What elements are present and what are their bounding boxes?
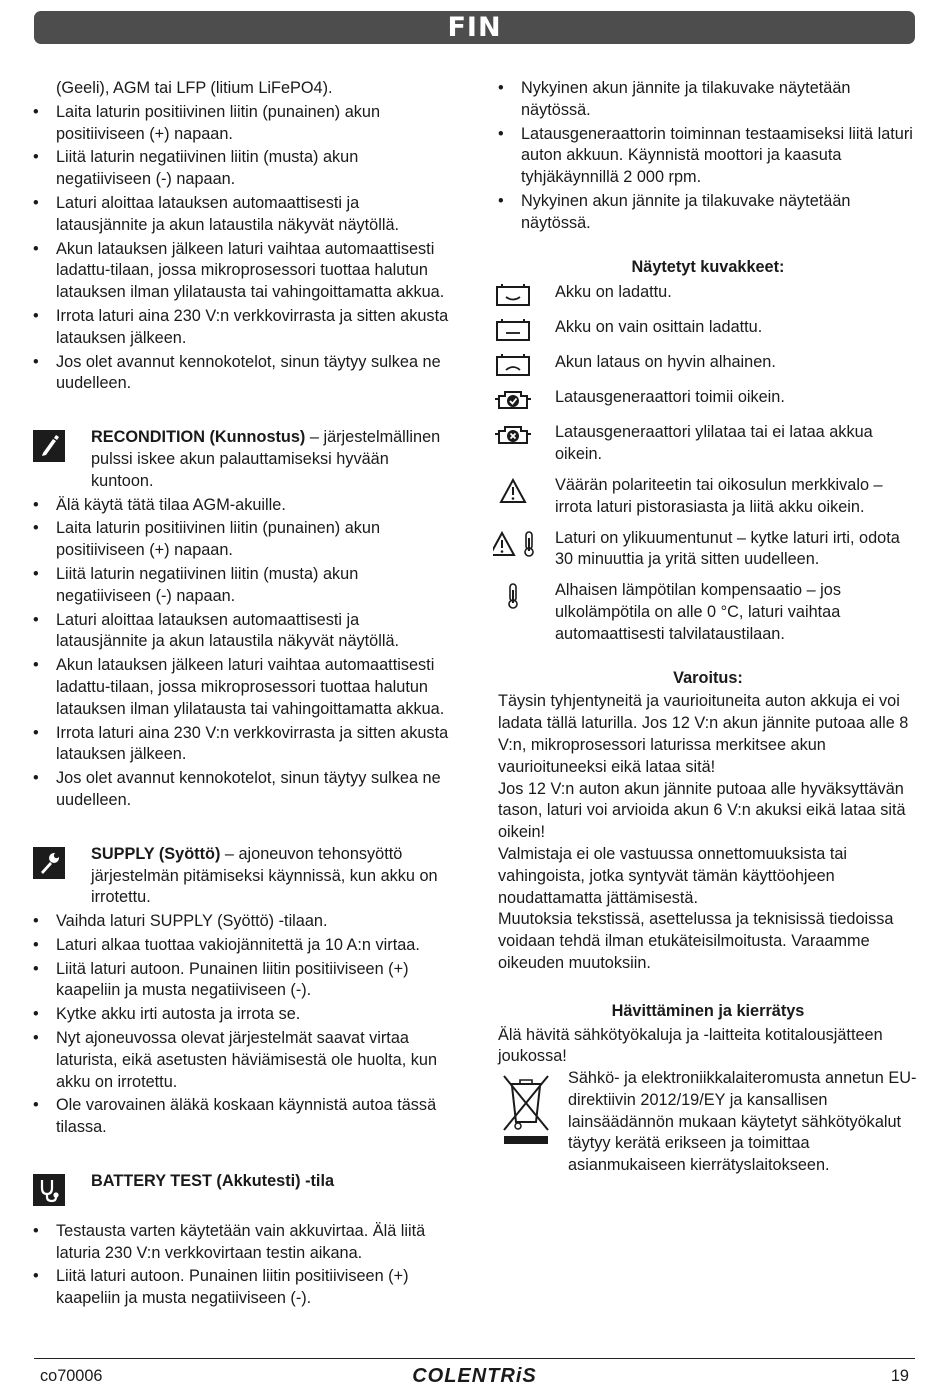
supply-bullets: [33, 911, 451, 1139]
bullet-item: [33, 147, 451, 191]
icon-text: Latausgeneraattori toimii oikein.: [555, 388, 785, 407]
bullet-marker: •: [33, 935, 39, 954]
bullet-marker: •: [33, 723, 39, 742]
bullet-marker: •: [498, 79, 504, 97]
bullet-text: Vaihda laturi SUPPLY (Syöttö) -tilaan.: [56, 912, 328, 931]
warning-icon: [493, 476, 545, 500]
bullet-item: [33, 959, 451, 1003]
bullet-marker: •: [498, 124, 504, 143]
battery-low-icon: [493, 353, 545, 377]
bullet-marker: •: [33, 148, 39, 167]
bullet-marker: •: [33, 193, 39, 212]
intro-line: (Geeli), AGM tai LFP (litium LiFePO4).: [56, 79, 333, 97]
product-code: co70006: [40, 1367, 103, 1385]
bullet-item: [33, 1004, 451, 1026]
supply-text: – ajoneuvon tehonsyöttö järjestelmän pitämiseksi käynnissä, kun akku on irrotettu.: [91, 844, 438, 907]
battery-test-bullets: [33, 1221, 451, 1310]
battery-test-section: [33, 1171, 451, 1193]
bullet-text: Irrota laturi aina 230 V:n verkkovirrasta ja sitten akusta latauksen jälkeen.: [56, 306, 449, 347]
bullet-marker: •: [33, 495, 39, 514]
battery-test-title: BATTERY TEST (Akkutesti) -tila: [91, 1172, 335, 1191]
bullet-item: [33, 1266, 451, 1310]
bullet-text: Ole varovainen äläkä koskaan käynnistä autoa tässä tilassa.: [56, 1096, 437, 1137]
bullet-marker: •: [33, 239, 39, 258]
bullet-marker: •: [33, 959, 39, 978]
bullet-item: [33, 102, 451, 146]
icon-text: Väärän polariteetin tai oikosulun merkkivalo – irrota laturi pistorasiasta ja liitä akku oikein.: [555, 475, 883, 516]
bullet-item: [33, 239, 451, 304]
weee-bin-icon: [500, 1072, 552, 1144]
warning-paragraph: Muutoksia tekstissä, asettelussa ja teknisissä tiedoissa voidaan tehdä ilman etukäteisilmoitusta. Varaamme oikeuden muutoksiin.: [498, 910, 894, 972]
bullet-text: Laturi alkaa tuottaa vakiojännitettä ja 10 A:n virtaa.: [56, 935, 420, 954]
disposal-heading: Hävittäminen ja kierrätys: [611, 1001, 805, 1020]
warning-heading: Varoitus:: [673, 668, 743, 687]
bullet-text: Liitä laturin negatiivinen liitin (musta) akun negatiiviseen (-) napaan.: [56, 564, 359, 605]
icon-row-warning-thermometer: [498, 528, 918, 572]
bullet-marker: •: [33, 519, 39, 538]
icon-text: Akku on vain osittain ladattu.: [555, 318, 763, 337]
bullet-marker: •: [33, 912, 39, 931]
bullet-text: Irrota laturi aina 230 V:n verkkovirrasta ja sitten akusta latauksen jälkeen.: [56, 723, 449, 764]
bullet-item: [33, 1095, 451, 1139]
recondition-bullets: [33, 495, 451, 812]
bullet-item: [33, 193, 451, 237]
bullet-item: [33, 1028, 451, 1093]
bullet-marker: •: [33, 1029, 39, 1048]
bullet-marker: •: [33, 656, 39, 675]
alternator-fault-icon: [493, 423, 545, 447]
bullet-text: Nykyinen akun jännite ja tilakuvake näytetään näytössä.: [521, 191, 851, 232]
disposal-block: [498, 1068, 918, 1177]
bullet-item: [33, 564, 451, 608]
warning-paragraph: Valmistaja ei ole vastuussa onnettomuuksista tai vahingoista, jotka syntyvät tämän käyttöohjeen noudattamatta jättämisestä.: [498, 844, 848, 907]
bullet-text: Laturi aloittaa latauksen automaattisesti ja latausjännite ja akun lataustila näkyvät näytöllä.: [56, 610, 400, 651]
battery-full-icon: [493, 283, 545, 307]
bullet-text: Älä käytä tätä tilaa AGM-akuille.: [56, 495, 286, 514]
bullet-marker: •: [33, 306, 39, 325]
bullet-marker: •: [33, 610, 39, 629]
bullet-text: Laturi aloittaa latauksen automaattisesti ja latausjännite ja akun lataustila näkyvät näytöllä.: [56, 193, 400, 234]
bullet-marker: •: [33, 1096, 39, 1115]
bullet-list: [33, 102, 451, 395]
bullet-item: [33, 768, 451, 812]
supply-section: [33, 844, 451, 909]
bullet-text: Latausgeneraattorin toiminnan testaamiseksi liitä laturi auton akkuun. Käynnistä moottori ja kaasuta tyhjäkäynnillä 2 000 rpm.: [521, 124, 913, 187]
icon-text: Laturi on ylikuumentunut – kytke laturi irti, odota 30 minuuttia ja yritä sitten uudelleen.: [555, 528, 900, 569]
icon-row-alternator-fault: [498, 422, 918, 466]
recondition-text: – järjestelmällinen pulssi iskee akun palauttamiseksi hyvään kuntoon.: [91, 428, 441, 490]
bullet-item: [33, 1221, 451, 1265]
bullet-text: Akun latauksen jälkeen laturi vaihtaa automaattisesti ladattu-tilaan, jossa mikroprosessori tuottaa halutun latauksen ilman ylilatausta tai vahingoittamatta akkua.: [56, 239, 445, 302]
bullet-item: [33, 655, 451, 720]
language-header: [34, 11, 915, 44]
bullet-item: [33, 352, 451, 396]
page-number: 19: [890, 1367, 909, 1385]
thermometer-icon: [493, 581, 545, 605]
bullet-text: Testausta varten käytetään vain akkuvirtaa. Älä liitä laturia 230 V:n verkkovirtaan testin aikana.: [56, 1221, 426, 1262]
disposal-text: Sähkö- ja elektroniikkalaiteromusta annetun EU-direktiivin 2012/19/EY ja kansallisen lainsäädännön mukaan käytetyt sähkötyökalut täytyy kerätä erikseen ja toimittaa asianmukaiseen kierrätyslaitokseen.: [568, 1069, 917, 1175]
bullet-marker: •: [33, 769, 39, 788]
icon-text: Akun lataus on hyvin alhainen.: [555, 353, 776, 372]
bullet-text: Kytke akku irti autosta ja irrota se.: [56, 1005, 301, 1024]
bullet-item: [33, 306, 451, 350]
right-column: [498, 78, 918, 1177]
icon-text: Akku on ladattu.: [555, 283, 672, 302]
bullet-item: [33, 911, 451, 933]
warning-paragraph: Täysin tyhjentyneitä ja vaurioituneita auton akkuja ei voi ladata tällä laturilla. Jos 12 V:n akun jännite putoaa alle 8 V:n, mikroprosessori laturissa merkitsee akun vaurioituneeksi eikä lataa sitä!: [498, 692, 909, 776]
bullet-marker: •: [33, 1267, 39, 1286]
icon-row-thermometer: [498, 580, 918, 645]
bullet-item: [498, 124, 918, 189]
bullet-text: Liitä laturi autoon. Punainen liitin positiiviseen (+) kaapeliin ja musta negatiiviseen (-).: [56, 1267, 409, 1308]
wrench-icon: [33, 847, 65, 879]
right-bullets: [498, 78, 918, 235]
icon-row-alternator-ok: [498, 387, 918, 413]
warning-paragraphs: [498, 691, 918, 974]
icons-heading: Näytetyt kuvakkeet:: [631, 257, 785, 276]
icon-text: Latausgeneraattori ylilataa tai ei lataa akkua oikein.: [555, 423, 873, 464]
bullet-item: [33, 610, 451, 654]
icon-row-warning: [498, 475, 918, 519]
recondition-section: [33, 427, 451, 492]
bullet-item: [33, 518, 451, 562]
warning-thermometer-icon: [493, 529, 545, 553]
bullet-text: Laita laturin positiivinen liitin (punainen) akun positiiviseen (+) napaan.: [56, 102, 381, 143]
brand-logo: COLENTRiS: [412, 1365, 537, 1387]
bullet-marker: •: [33, 352, 39, 371]
warning-paragraph: Jos 12 V:n auton akun jännite putoaa alle hyväksyttävän tason, laturi voi arvioida akun 6 V:n akuksi eikä lataa sitä oikein!: [498, 779, 906, 842]
stethoscope-icon: [33, 1174, 65, 1206]
bullet-marker: •: [33, 564, 39, 583]
pen-icon: [33, 430, 65, 462]
recondition-title: RECONDITION (Kunnostus): [91, 428, 306, 447]
page-footer: [34, 1358, 915, 1387]
bullet-item: [498, 191, 918, 235]
bullet-text: Liitä laturi autoon. Punainen liitin positiiviseen (+) kaapeliin ja musta negatiiviseen (-).: [56, 959, 409, 1000]
bullet-item: [33, 495, 451, 517]
bullet-marker: •: [33, 1005, 39, 1024]
disposal-intro: Älä hävitä sähkötyökaluja ja -laitteita kotitalousjätteen joukossa!: [498, 1025, 883, 1066]
left-column: [33, 78, 451, 1312]
supply-title: SUPPLY (Syöttö): [91, 844, 221, 863]
bullet-marker: •: [498, 191, 504, 210]
icon-row-battery-full: [498, 282, 918, 308]
bullet-text: Akun latauksen jälkeen laturi vaihtaa automaattisesti ladattu-tilaan, jossa mikroprosessori tuottaa halutun latauksen ilman ylilatausta tai vahingoittamatta akkua.: [56, 656, 445, 718]
icon-text: Alhaisen lämpötilan kompensaatio – jos ulkolämpötila on alle 0 °C, laturi vaihtaa automaattisesti talvilataustilaan.: [555, 581, 841, 643]
bullet-text: Nyt ajoneuvossa olevat järjestelmät saavat virtaa laturista, eikä asetusten häviämisestä ole huolta, kun akku on irrotettu.: [56, 1029, 438, 1091]
bullet-text: Nykyinen akun jännite ja tilakuvake näytetään näytössä.: [521, 79, 851, 119]
icons-list: [498, 282, 918, 645]
bullet-text: Jos olet avannut kennokotelot, sinun täytyy sulkea ne uudelleen.: [56, 769, 441, 809]
bullet-text: Jos olet avannut kennokotelot, sinun täytyy sulkea ne uudelleen.: [56, 352, 441, 393]
bullet-marker: •: [33, 1221, 39, 1240]
bullet-text: Liitä laturin negatiivinen liitin (musta) akun negatiiviseen (-) napaan.: [56, 148, 359, 189]
bullet-item: [33, 723, 451, 767]
bullet-item: [498, 78, 918, 122]
icon-row-battery-low: [498, 352, 918, 378]
language-label: FIN: [447, 12, 502, 43]
alternator-ok-icon: [493, 388, 545, 412]
bullet-marker: •: [33, 102, 39, 121]
icon-row-battery-partial: [498, 317, 918, 343]
bullet-text: Laita laturin positiivinen liitin (punainen) akun positiiviseen (+) napaan.: [56, 519, 381, 560]
bullet-item: [33, 935, 451, 957]
battery-partial-icon: [493, 318, 545, 342]
